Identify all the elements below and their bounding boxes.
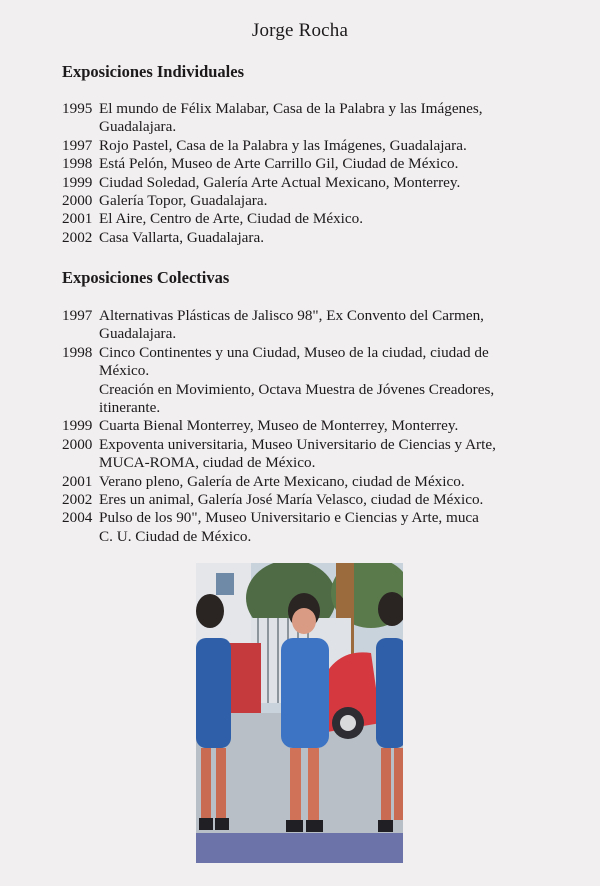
- exhibition-line: México.: [99, 362, 150, 380]
- exhibition-entry: [62, 344, 552, 418]
- exhibition-year: 1999: [62, 173, 93, 191]
- exhibition-text: [99, 473, 552, 491]
- exhibition-line: Galería Topor, Guadalajara.: [99, 192, 268, 210]
- exhibition-entry: [62, 307, 552, 344]
- section-heading-colectivas: Exposiciones Colectivas: [62, 268, 230, 287]
- exhibition-line: Verano pleno, Galería de Arte Mexicano, ciudad de México.: [99, 472, 465, 490]
- exhibition-line: Casa Vallarta, Guadalajara.: [99, 228, 265, 246]
- page-title: Jorge Rocha: [251, 20, 349, 41]
- exhibition-text: [99, 192, 552, 210]
- exhibition-year: 2002: [62, 228, 93, 246]
- exhibition-year: 2002: [62, 491, 93, 509]
- exhibition-line: MUCA-ROMA, ciudad de México.: [99, 454, 316, 472]
- exhibition-line: Ciudad Soledad, Galería Arte Actual Mexicano, Monterrey.: [99, 173, 461, 191]
- exhibition-entry: [62, 509, 552, 546]
- exhibition-line: Está Pelón, Museo de Arte Carrillo Gil, Ciudad de México.: [99, 155, 459, 173]
- exhibition-line: Alternativas Plásticas de Jalisco 98", Ex Convento del Carmen,: [99, 307, 484, 324]
- exhibition-year: 2004: [62, 509, 93, 527]
- exhibition-entry: [62, 436, 552, 473]
- exhibition-line: Guadalajara.: [99, 118, 177, 136]
- exhibition-text: [99, 509, 552, 546]
- section-heading-individuales: Exposiciones Individuales: [62, 62, 245, 81]
- exhibition-entry: [62, 192, 552, 210]
- exhibition-line: El Aire, Centro de Arte, Ciudad de México.: [99, 210, 364, 228]
- exhibition-text: [99, 155, 552, 173]
- exhibition-text: [99, 417, 552, 435]
- exhibition-entry: [62, 137, 552, 155]
- exhibition-text: [99, 307, 552, 344]
- exhibition-text: [99, 344, 552, 418]
- exhibition-year: 2000: [62, 435, 93, 453]
- exhibition-entry: [62, 229, 552, 247]
- exhibition-text: [99, 174, 552, 192]
- exhibition-year: 1997: [62, 307, 93, 324]
- exhibition-line: Rojo Pastel, Casa de la Palabra y las Imágenes, Guadalajara.: [99, 136, 467, 154]
- exhibition-text: [99, 137, 552, 155]
- exhibition-entry: [62, 174, 552, 192]
- exhibition-line: Guadalajara.: [99, 325, 177, 343]
- painting-image: [196, 563, 403, 863]
- exhibition-line: Expoventa universitaria, Museo Universitario de Ciencias y Arte,: [99, 435, 496, 453]
- exhibition-entry: [62, 417, 552, 435]
- exhibition-text: [99, 100, 552, 137]
- exhibition-year: 1995: [62, 100, 93, 117]
- exhibition-entry: [62, 473, 552, 491]
- exhibition-year: 1998: [62, 155, 93, 173]
- exhibition-year: 1998: [62, 343, 93, 361]
- group-exhibitions-list: [62, 307, 552, 546]
- exhibition-entry: [62, 100, 552, 137]
- exhibition-line: Cinco Continentes y una Ciudad, Museo de la ciudad, ciudad de: [99, 343, 489, 361]
- exhibition-year: 1997: [62, 136, 93, 154]
- exhibition-year: 1999: [62, 417, 93, 435]
- exhibition-year: 2000: [62, 192, 93, 210]
- exhibition-entry: [62, 210, 552, 228]
- exhibition-entry: [62, 491, 552, 509]
- exhibition-text: [99, 491, 552, 509]
- exhibition-line: Creación en Movimiento, Octava Muestra de Jóvenes Creadores,: [99, 380, 495, 398]
- exhibition-line: itinerante.: [99, 399, 161, 417]
- exhibition-text: [99, 229, 552, 247]
- individual-exhibitions-list: [62, 100, 552, 247]
- exhibition-line: Eres un animal, Galería José María Velasco, ciudad de México.: [99, 491, 484, 509]
- exhibition-line: El mundo de Félix Malabar, Casa de la Palabra y las Imágenes,: [99, 100, 483, 117]
- exhibition-line: Cuarta Bienal Monterrey, Museo de Monterrey, Monterrey.: [99, 417, 459, 435]
- exhibition-entry: [62, 155, 552, 173]
- exhibition-year: 2001: [62, 210, 93, 228]
- exhibition-line: C. U. Ciudad de México.: [99, 527, 252, 545]
- exhibition-year: 2001: [62, 472, 93, 490]
- exhibition-line: Pulso de los 90", Museo Universitario e Ciencias y Arte, muca: [99, 509, 479, 527]
- exhibition-text: [99, 210, 552, 228]
- painting-svg: [196, 563, 403, 863]
- exhibition-text: [99, 436, 552, 473]
